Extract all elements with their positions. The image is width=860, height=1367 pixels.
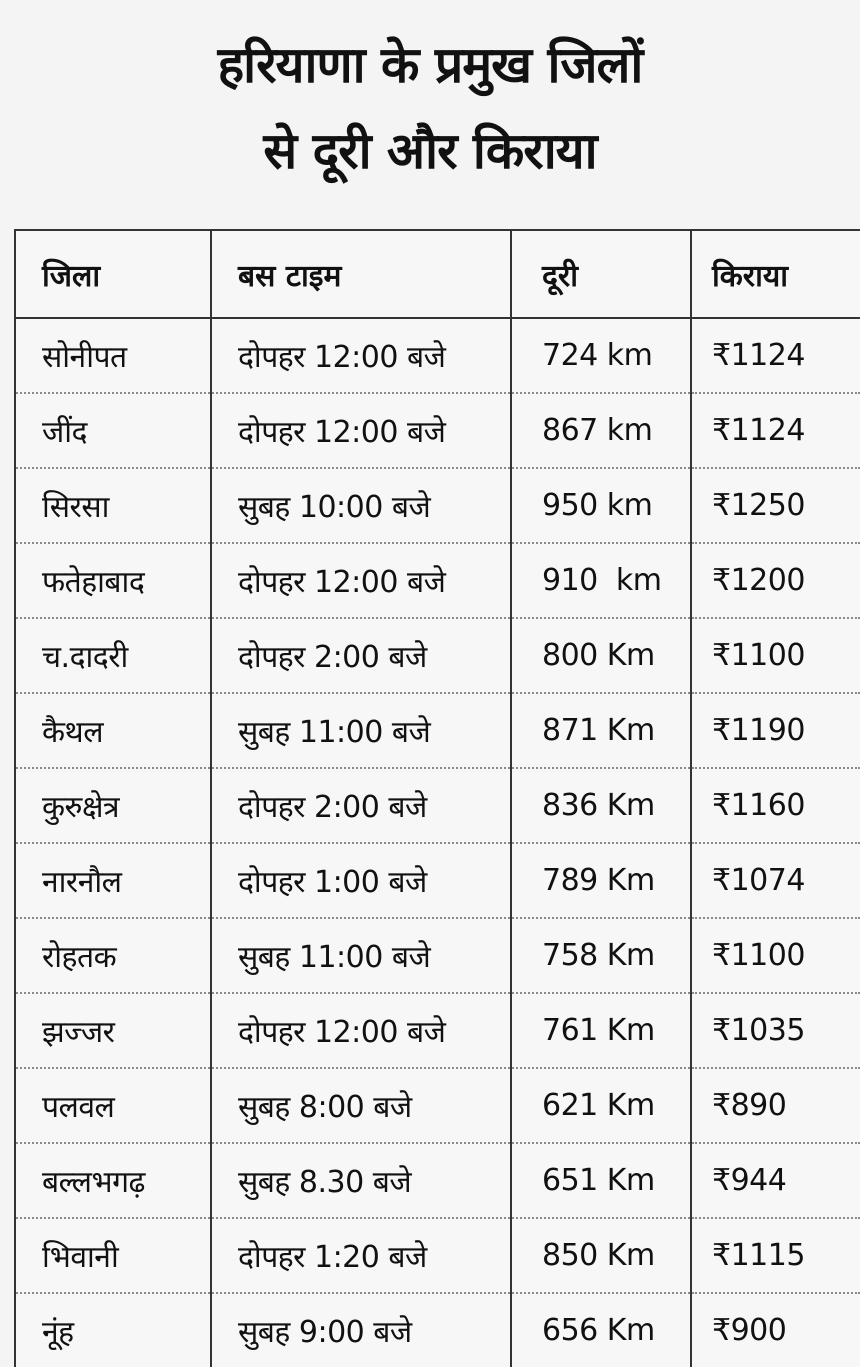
fare-cell: ₹1250 — [691, 468, 860, 543]
fare-cell: ₹1160 — [691, 768, 860, 843]
distance-cell: 950 km — [511, 468, 691, 543]
district-cell: पलवल — [15, 1068, 211, 1143]
bus-time-cell: सुबह 8.30 बजे — [211, 1143, 511, 1218]
distance-cell: 724 km — [511, 318, 691, 393]
fare-cell: ₹1124 — [691, 393, 860, 468]
page-title — [0, 22, 860, 194]
bus-time-cell: दोपहर 1:20 बजे — [211, 1218, 511, 1293]
district-cell: भिवानी — [15, 1218, 211, 1293]
district-cell: बल्लभगढ़ — [15, 1143, 211, 1218]
district-cell: सोनीपत — [15, 318, 211, 393]
distance-cell: 910 km — [511, 543, 691, 618]
fare-cell: ₹1200 — [691, 543, 860, 618]
table-row — [15, 1293, 860, 1367]
table-row — [15, 318, 860, 393]
fare-cell: ₹944 — [691, 1143, 860, 1218]
bus-time-cell: दोपहर 2:00 बजे — [211, 618, 511, 693]
table-row — [15, 543, 860, 618]
fare-cell: ₹1100 — [691, 918, 860, 993]
distance-cell: 761 Km — [511, 993, 691, 1068]
fare-cell: ₹1035 — [691, 993, 860, 1068]
table-row — [15, 993, 860, 1068]
district-cell: जींद — [15, 393, 211, 468]
distance-cell: 789 Km — [511, 843, 691, 918]
distance-cell: 836 Km — [511, 768, 691, 843]
district-cell: कुरुक्षेत्र — [15, 768, 211, 843]
bus-time-cell: दोपहर 12:00 बजे — [211, 543, 511, 618]
table-row — [15, 918, 860, 993]
distance-cell: 621 Km — [511, 1068, 691, 1143]
bus-time-cell: सुबह 9:00 बजे — [211, 1293, 511, 1367]
bus-time-cell: सुबह 11:00 बजे — [211, 918, 511, 993]
table-row — [15, 1218, 860, 1293]
header-distance: दूरी — [511, 230, 691, 318]
bus-time-cell: दोपहर 2:00 बजे — [211, 768, 511, 843]
fare-cell: ₹890 — [691, 1068, 860, 1143]
bus-time-cell: दोपहर 12:00 बजे — [211, 318, 511, 393]
title-line-1: हरियाणा के प्रमुख जिलों — [217, 36, 643, 94]
bus-time-cell: सुबह 11:00 बजे — [211, 693, 511, 768]
fare-cell: ₹1115 — [691, 1218, 860, 1293]
table-header-row — [15, 230, 860, 318]
bus-time-cell: दोपहर 12:00 बजे — [211, 993, 511, 1068]
bus-time-cell: दोपहर 12:00 बजे — [211, 393, 511, 468]
distance-cell: 871 Km — [511, 693, 691, 768]
district-cell: नारनौल — [15, 843, 211, 918]
fare-cell: ₹900 — [691, 1293, 860, 1367]
table-row — [15, 1068, 860, 1143]
table-row — [15, 1143, 860, 1218]
header-bus-time: बस टाइम — [211, 230, 511, 318]
district-cell: फतेहाबाद — [15, 543, 211, 618]
fare-cell: ₹1100 — [691, 618, 860, 693]
district-cell: रोहतक — [15, 918, 211, 993]
table-row — [15, 393, 860, 468]
district-cell: च.दादरी — [15, 618, 211, 693]
table-row — [15, 618, 860, 693]
table-row — [15, 693, 860, 768]
fare-cell: ₹1190 — [691, 693, 860, 768]
fare-cell: ₹1124 — [691, 318, 860, 393]
header-district: जिला — [15, 230, 211, 318]
bus-time-cell: सुबह 8:00 बजे — [211, 1068, 511, 1143]
table-row — [15, 768, 860, 843]
district-cell: कैथल — [15, 693, 211, 768]
district-cell: झज्जर — [15, 993, 211, 1068]
distance-cell: 758 Km — [511, 918, 691, 993]
table-row — [15, 843, 860, 918]
distance-cell: 850 Km — [511, 1218, 691, 1293]
fare-table — [14, 229, 860, 1367]
distance-cell: 651 Km — [511, 1143, 691, 1218]
table-row — [15, 468, 860, 543]
title-line-2: से दूरी और किराया — [263, 122, 597, 180]
district-cell: सिरसा — [15, 468, 211, 543]
header-fare: किराया — [691, 230, 860, 318]
bus-time-cell: सुबह 10:00 बजे — [211, 468, 511, 543]
bus-time-cell: दोपहर 1:00 बजे — [211, 843, 511, 918]
distance-cell: 800 Km — [511, 618, 691, 693]
fare-cell: ₹1074 — [691, 843, 860, 918]
district-cell: नूंह — [15, 1293, 211, 1367]
distance-cell: 867 km — [511, 393, 691, 468]
distance-cell: 656 Km — [511, 1293, 691, 1367]
